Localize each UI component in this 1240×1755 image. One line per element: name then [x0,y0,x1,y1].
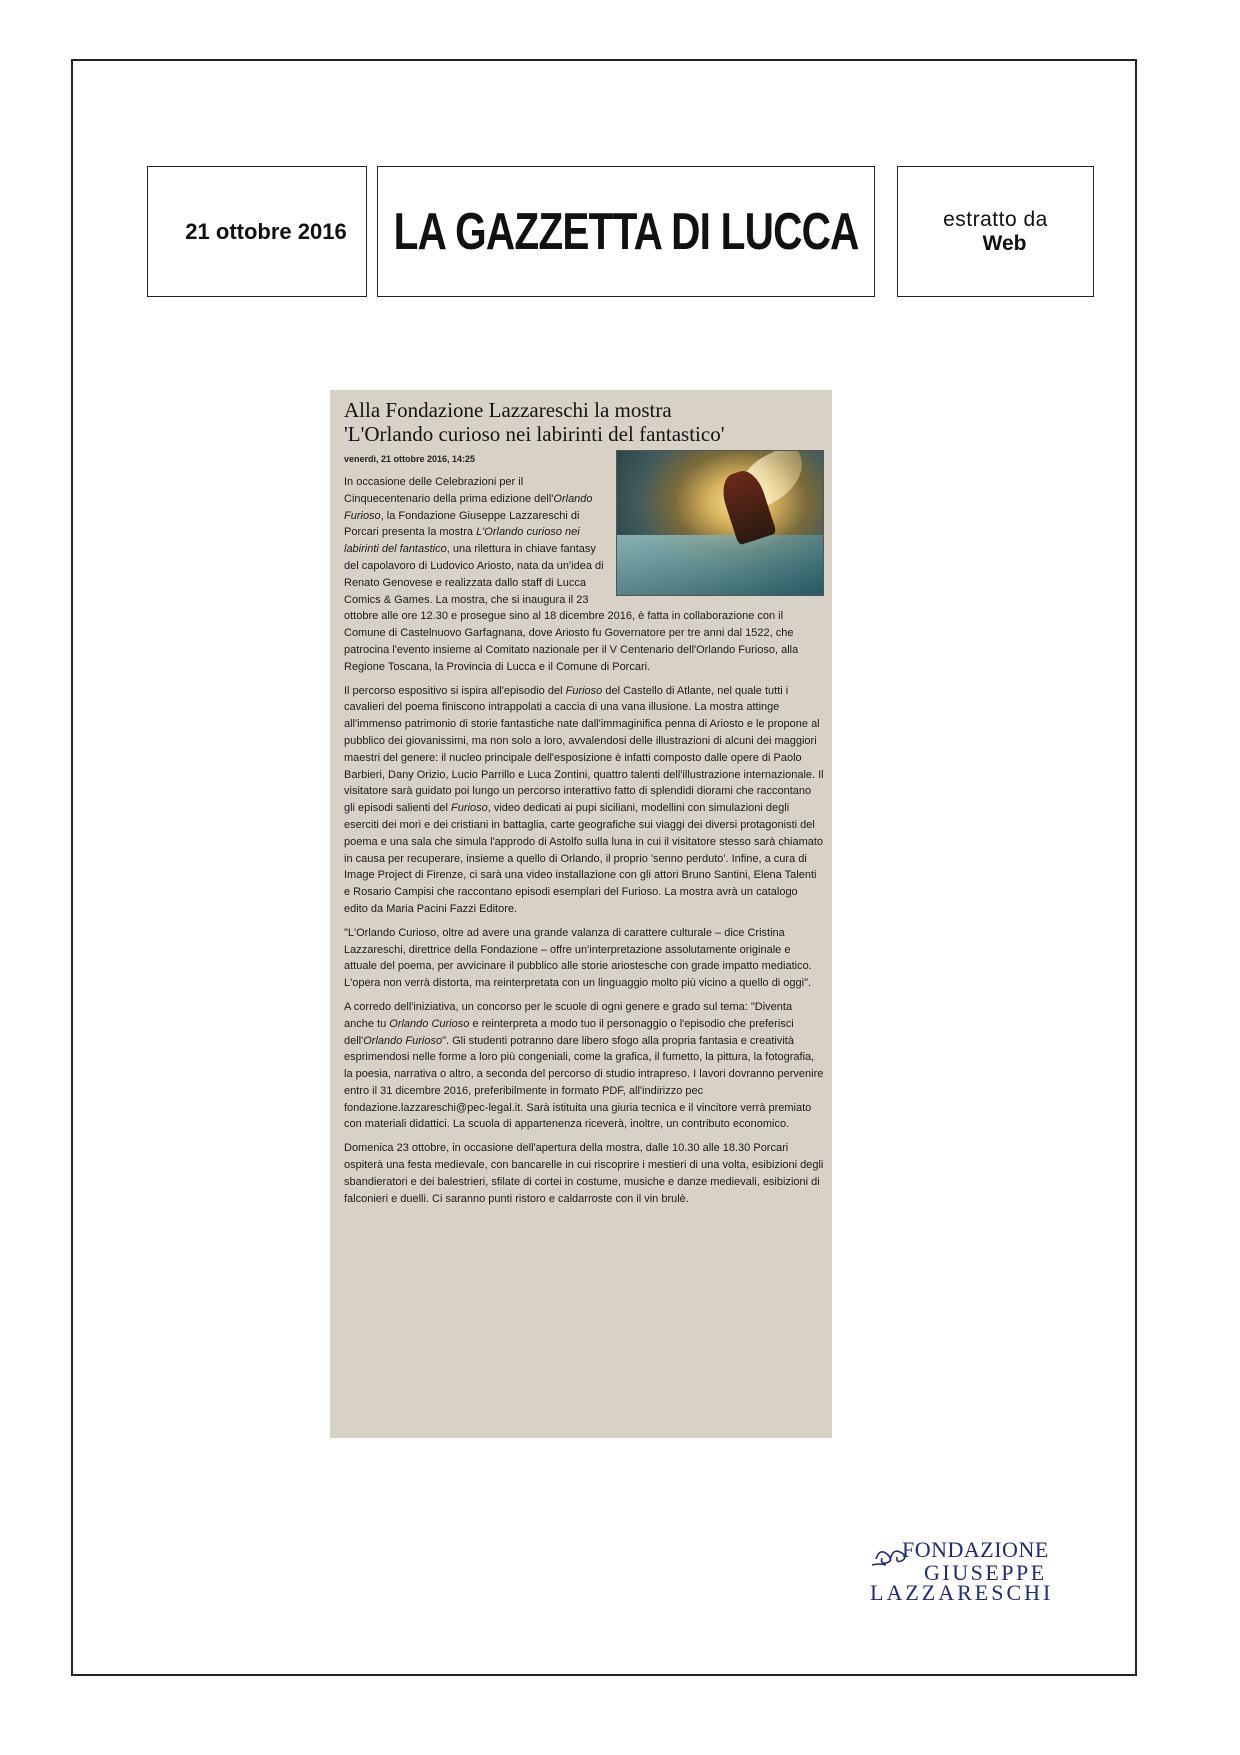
logo-line2: GIUSEPPE [924,1560,1047,1585]
article-paragraph-3: "L'Orlando Curioso, oltre ad avere una grande valanza di carattere culturale – dice Cristina Lazzareschi, direttrice della Fondazione – offre un'interpretazione assolutamente originale e attuale del poema, per avvicinare il pubblico alle storie ariostesche con grade impatto mediatico. L'opera non verrà distorta, ma reinterpretata con un linguaggio molto più vicino a quello di oggi". [344,926,812,990]
article-illustration [616,450,824,596]
source-value: Web [982,231,1027,255]
newspaper-name: LA GAZZETTA DI LUCCA [393,202,859,261]
source-label: estratto da [943,207,1048,231]
article-paragraph-1: In occasione delle Celebrazioni per il Cinquecentenario della prima edizione dell'Orlando Furioso, la Fondazione Giuseppe Lazzareschi di Porcari presenta la mostra L'Orlando curioso nei labirinti del fantastico, una rilettura in chiave fantasy del capolavoro di Ludovico Ariosto, nata da un'idea di Renato Genovese e realizzata dallo staff di Lucca Comics & Games. La mostra, che si inaugura il 23 ottobre alle ore 12.30 e prosegue sino al 18 dicembre 2016, è fatta in collaborazione con il Comune di Castelnuovo Garfagnana, dove Ariosto fu Governatore per tre anni dal 1522, che patrocina l'evento insieme al Comitato nazionale per il V Centenario dell'Orlando Furioso, alla Regione Toscana, la Provincia di Lucca e il Comune di Porcari. [344,476,799,673]
foundation-logo [870,1537,1095,1611]
masthead-box [377,166,875,297]
article-paragraph-4: A corredo dell'iniziativa, un concorso per le scuole di ogni genere e grado sul tema: "Diventa anche tu Orlando Curioso e reinterpreta a modo tuo il personaggio o l'episodio che preferisci dell'Orlando Furioso". Gli studenti potranno dare libero sfogo alla propria fantasia e creatività esprimendosi nelle forme a loro più congeniali, come la grafica, il fumetto, la pittura, la fotografia, la poesia, narrativa o altro, a seconda del percorso di studio intrapreso. I lavori dovranno pervenire entro il 31 dicembre 2016, preferibilmente in formato PDF, all'indirizzo pec fondazione.lazzareschi@pec-legal.it. Sarà istituita una giuria tecnica e il vincitore verrà premiato con materiali didattici. La scuola di appartenenza riceverà, inoltre, un contributo economico. [344,1000,824,1131]
article-title-line2: 'L'Orlando curioso nei labirinti del fantastico' [344,422,725,446]
publication-date: 21 ottobre 2016 [185,218,347,244]
article-paragraph-5: Domenica 23 ottobre, in occasione dell'apertura della mostra, dalle 10.30 alle 18.30 Porcari ospiterà una festa medievale, con bancarelle in cui riscoprire i mestieri di una volta, esibizioni degli sbandieratori e dei balestrieri, sfilate di cortei in costume, musiche e danze medievali, esibizioni di falconieri e duelli. Ci saranno punti ristoro e caldarroste con il vin brulè. [344,1142,824,1205]
logo-line1: FONDAZIONE [902,1537,1049,1562]
logo-line3: LAZZARESCHI [870,1580,1054,1605]
date-box [147,166,367,297]
article-title-line1: Alla Fondazione Lazzareschi la mostra [344,398,672,422]
source-box [897,166,1094,297]
article-title [344,398,824,446]
article-paragraph-2: Il percorso espositivo si ispira all'episodio del Furioso del Castello di Atlante, nel quale tutti i cavalieri del poema finiscono intrappolati a caccia di una vana illusione. La mostra attinge all'immenso patrimonio di storie fantastiche nate dall'immaginifica penna di Ariosto e le propone al pubblico dei giovanissimi, ma non solo a loro, avvalendosi delle illustrazioni di alcuni dei maggiori maestri del genere: il nucleo principale dell'esposizione è infatti composto dalle opere di Paolo Barbieri, Dany Orizio, Lucio Parrillo e Luca Zontini, quattro talenti dell'illustrazione internazionale. Il visitatore sarà guidato poi lungo un percorso interattivo fatto di splendidi diorami che raccontano gli episodi salienti del Furioso, video dedicati ai pupi siciliani, modellini con simulazioni degli eserciti dei mori e dei cristiani in battaglia, carte geografiche sui viaggi dei diversi protagonisti del poema e una sala che simula l'approdo di Astolfo sulla luna in cui il visitatore stesso sarà chiamato in causa per recuperare, insieme a quello di Orlando, il proprio 'senno perduto'. Infine, a cura di Image Project di Firenze, ci sarà una video installazione con gli attori Bruno Santini, Elena Talenti e Rosario Campisi che raccontano episodi esemplari del Furioso. La mostra avrà un catalogo edito da Maria Pacini Fazzi Editore. [344,684,824,915]
article-clipping [330,390,832,1438]
article-timestamp: venerdì, 21 ottobre 2016, 14:25 [344,454,476,464]
